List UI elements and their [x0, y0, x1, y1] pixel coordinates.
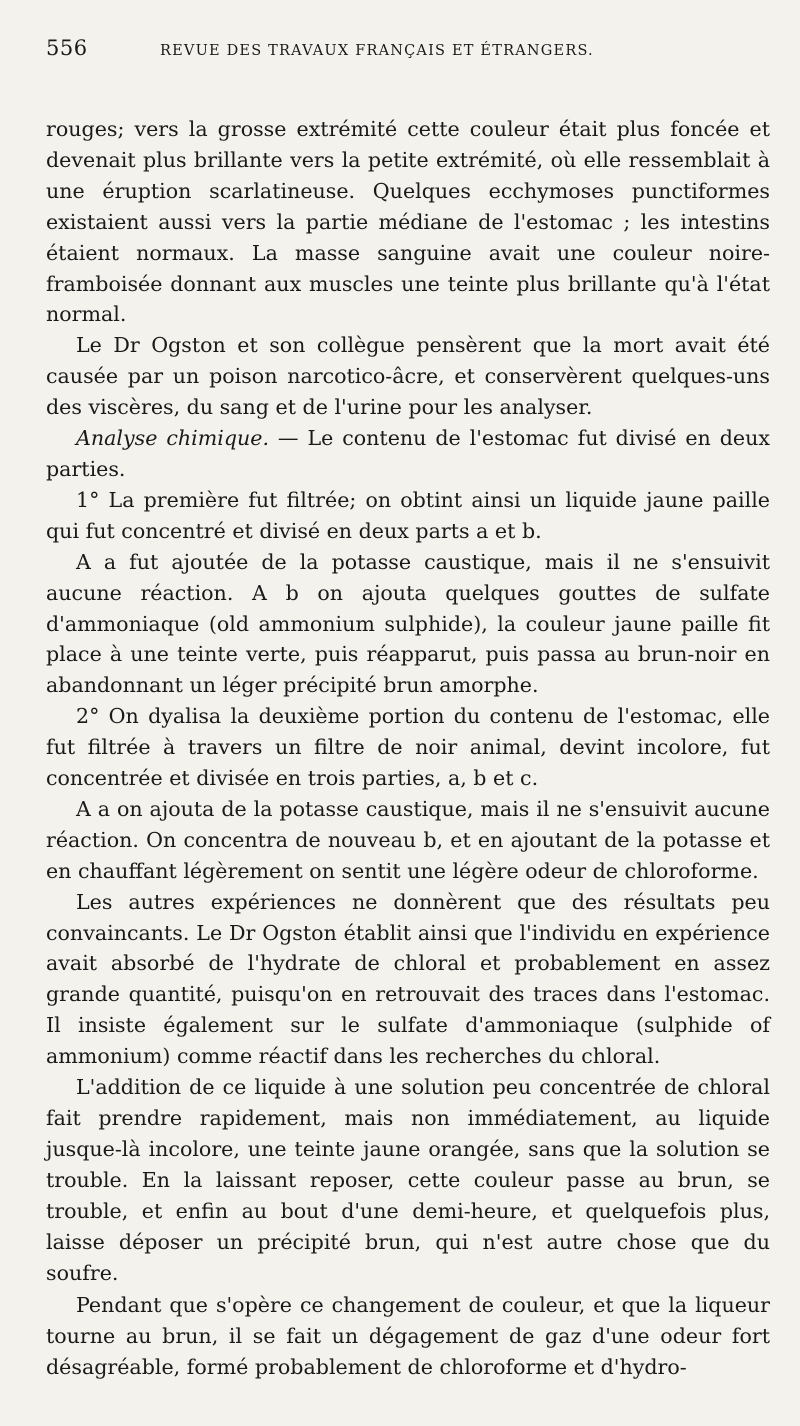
- paragraph-continuation: rouges; vers la grosse extrémité cette couleur était plus foncée et devenait plus brillante vers la petite extrémité, où elle ressemblait à une éruption scarlatineuse. Quelques ecchymoses punctiformes existaient aussi vers la partie médiane de l'estomac ; les intestins étaient normaux. La masse sanguine avait une couleur noire-framboisée donnant aux muscles une teinte plus brillante qu'à l'état normal.: [46, 117, 770, 327]
- paragraph-second-portion: 2° On dyalisa la deuxième portion du contenu de l'estomac, elle fut filtrée à travers un filtre de noir animal, devint incolore, fut concentrée et divisée en trois parties, a, b et c.: [46, 704, 770, 791]
- paragraph-first-portion: 1° La première fut filtrée; on obtint ainsi un liquide jaune paille qui fut concentré et divisé en deux parts a et b.: [46, 487, 770, 543]
- paragraph-analyse: [46, 423, 770, 485]
- body-text: [46, 114, 770, 1383]
- paragraph-ogston: Le Dr Ogston et son collègue pensèrent que la mort avait été causée par un poison narcotico-âcre, et conservèrent quelques-uns des viscères, du sang et de l'urine pour les analyser.: [46, 333, 770, 420]
- paragraph-addition: L'addition de ce liquide à une solution peu concentrée de chloral fait prendre rapidement, mais non immédiatement, au liquide jusque-là incolore, une teinte jaune orangée, sans que la solution se trouble. En la laissant reposer, cette couleur passe au brun, se trouble, et enfin au bout d'une demi-heure, et quelquefois plus, laisse déposer un précipité brun, qui n'est autre chose que du soufre.: [46, 1075, 770, 1285]
- section-text: — Le contenu de l'estomac fut divisé en deux parties.: [46, 426, 770, 481]
- paragraph-gas: Pendant que s'opère ce changement de couleur, et que la liqueur tourne au brun, il se fait un dégagement de gaz d'une odeur fort désagréable, formé probablement de chloroforme et d'hydro-: [46, 1293, 770, 1380]
- page-number: 556: [46, 36, 88, 60]
- paragraph-other-experiments: Les autres expériences ne donnèrent que des résultats peu convaincants. Le Dr Ogston établit ainsi que l'individu en expérience avait absorbé de l'hydrate de chloral et probablement en assez grande quantité, puisqu'on en retrouvait des traces dans l'estomac. Il insiste également sur le sulfate d'ammoniaque (sulphide of ammonium) comme réactif dans les recherches du chloral.: [46, 889, 770, 1069]
- running-head: REVUE DES TRAVAUX FRANÇAIS ET ÉTRANGERS.: [160, 43, 594, 59]
- section-title: Analyse chimique.: [76, 426, 269, 451]
- page-header: [46, 36, 770, 70]
- paragraph-chloroforme: A a on ajouta de la potasse caustique, mais il ne s'ensuivit aucune réaction. On concentra de nouveau b, et en ajoutant de la potasse et en chauffant légèrement on sentit une légère odeur de chloroforme.: [46, 796, 770, 883]
- paragraph-potasse-a: A a fut ajoutée de la potasse caustique, mais il ne s'ensuivit aucune réaction. A b on ajouta quelques gouttes de sulfate d'ammoniaque (old ammonium sulphide), la couleur jaune paille fit place à une teinte verte, puis réapparut, puis passa au brun-noir en abandonnant un léger précipité brun amorphe.: [46, 549, 770, 698]
